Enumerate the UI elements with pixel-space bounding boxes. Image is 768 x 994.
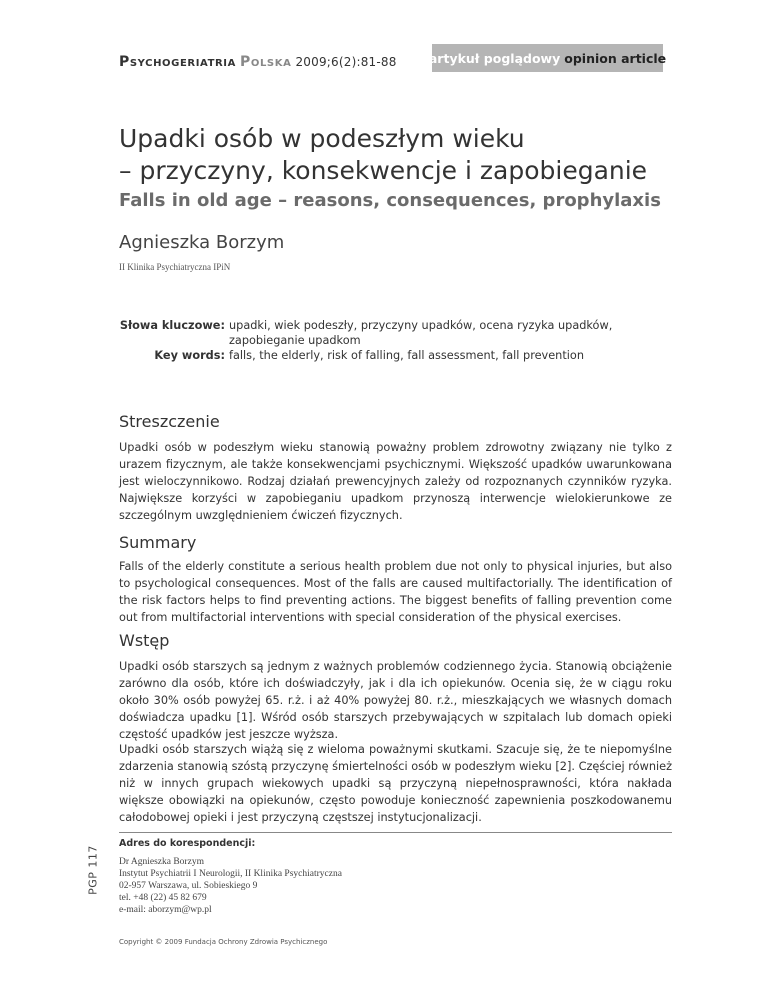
correspondence-line-1: Dr Agnieszka Borzym (119, 857, 204, 867)
keywords-en-text: falls, the elderly, risk of falling, fall assessment, fall prevention (229, 349, 584, 362)
keywords-pl-line-2: zapobieganie upadkom (229, 334, 361, 347)
footer-divider (119, 832, 672, 833)
title-line-2: – przyczyny, konsekwencje i zapobieganie (119, 156, 648, 185)
correspondence-line-5: e-mail: aborzym@wp.pl (119, 905, 212, 915)
article-english-title: Falls in old age – reasons, consequences, prophylaxis (119, 190, 661, 211)
keywords-table (119, 318, 612, 363)
journal-name-suffix: Polska (239, 54, 292, 70)
author-name: Agnieszka Borzym (119, 232, 285, 253)
summary-text: Falls of the elderly constitute a serious health problem due not only to physical injuries, but also to psychological consequences. Most of the falls are caused multifactorially. The identification of the risk factors helps to find preventing actions. The biggest benefits of falling prevention come out from multifactorial interventions with special consideration of the physical exercises. (119, 560, 672, 624)
keywords-en-label: Key words: (154, 349, 225, 362)
journal-citation (119, 54, 397, 70)
journal-volume: 2009;6(2):81-88 (295, 55, 397, 69)
copyright-notice: Copyright © 2009 Fundacja Ochrony Zdrowia Psychicznego (119, 938, 328, 946)
article-type-pl: artykuł poglądowy (428, 50, 561, 66)
streszczenie-heading: Streszczenie (119, 412, 220, 431)
correspondence-line-3: 02-957 Warszawa, ul. Sobieskiego 9 (119, 881, 258, 891)
keywords-pl-text (229, 318, 612, 348)
correspondence-line-2: Instytut Psychiatrii I Neurologii, II Klinika Psychiatryczna (119, 869, 342, 879)
article-type-badge (428, 44, 667, 72)
page-number (86, 840, 100, 900)
streszczenie-text: Upadki osób w podeszłym wieku stanowią poważny problem zdrowotny związany nie tylko z urazem fizycznym, ale także konsekwencjami psychicznymi. Większość upadków uwarunkowana jest wieloczynnikowo. Rodzaj działań prewencyjnych zależy od rozpoznanych czynników ryzyka. Największe korzyści w zapobieganiu upadkom przynoszą interwencje wielokierunkowe ze szczególnym uwzględnieniem ćwiczeń fizycznych. (119, 441, 672, 522)
wstep-paragraph-1: Upadki osób starszych są jednym z ważnych problemów codziennego życia. Stanowią obciążenie zarówno dla osób, które ich doświadczyły, jak i dla ich opiekunów. Ocenia się, że w ciągu roku około 30% osób powyżej 65. r.ż. i aż 40% powyżej 80. r.ż., mieszkających we własnych domach doświadcza upadku [1]. Wśród osób starszych przebywających w szpitalach lub domach opieki częstość upadków jest jeszcze wyższa. (119, 660, 672, 741)
wstep-heading: Wstęp (119, 631, 170, 650)
author-affiliation: II Klinika Psychiatryczna IPiN (119, 262, 231, 272)
correspondence-address (119, 856, 342, 916)
page-number-text: PGP 117 (86, 845, 100, 895)
summary-heading: Summary (119, 533, 197, 552)
correspondence-line-4: tel. +48 (22) 45 82 679 (119, 893, 207, 903)
article-title (119, 123, 719, 187)
wstep-paragraph-2: Upadki osób starszych wiążą się z wieloma poważnymi skutkami. Szacuje się, że te niepomyślne zdarzenia stanowią szóstą przyczynę śmiertelności osób w podeszłym wieku [2]. Częściej również niż w innych grupach wiekowych upadki są przyczyną niepełnosprawności, która nakłada większe obowiązki na opiekunów, często powoduje konieczność zapewnienia poszkodowanemu całodobowej opieki i jest przyczyną częstszej instytucjonalizacji. (119, 743, 672, 824)
correspondence-label: Adres do korespondencji: (119, 838, 256, 849)
keywords-pl-label: Słowa kluczowe: (119, 319, 225, 332)
title-line-1: Upadki osób w podeszłym wieku (119, 124, 525, 153)
keywords-pl-line-1: upadki, wiek podeszły, przyczyny upadków, ocena ryzyka upadków, (229, 319, 613, 332)
article-type-en: opinion article (564, 50, 667, 66)
journal-name: Psychogeriatria (119, 54, 236, 70)
